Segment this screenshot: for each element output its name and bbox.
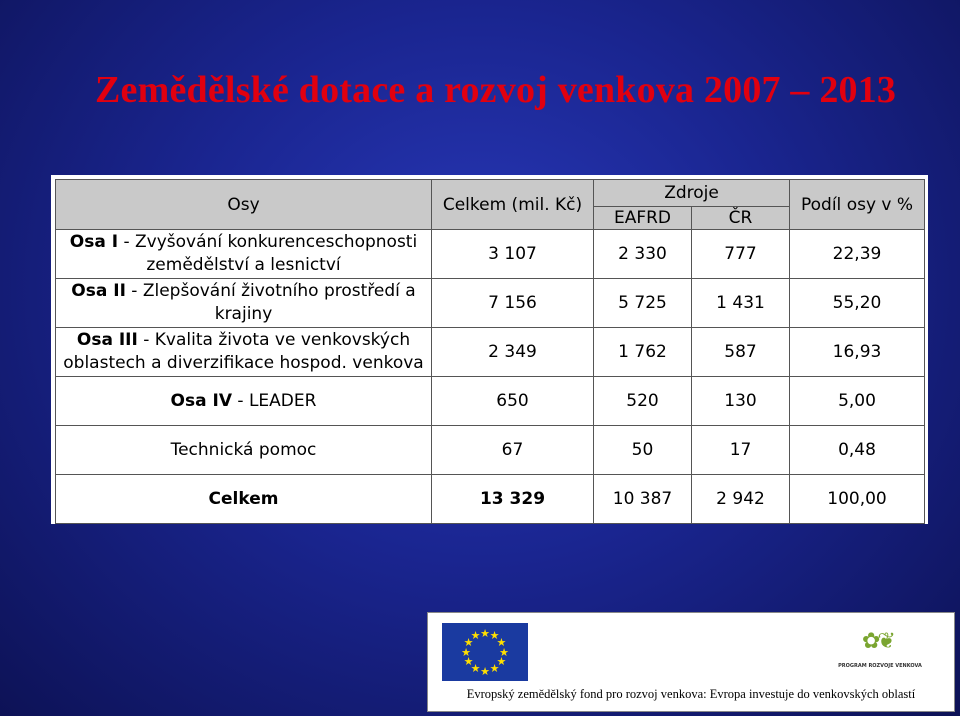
eu-caption: Evropský zemědělský fond pro rozvoj venkova: Evropa investuje do venkovských oblastí bbox=[466, 687, 916, 701]
eu-star-icon: ★ bbox=[496, 636, 507, 649]
cell-eafrd: 2 330 bbox=[594, 230, 692, 279]
eu-star-icon: ★ bbox=[480, 664, 490, 678]
funding-table bbox=[55, 179, 925, 524]
cell-podil: 22,39 bbox=[790, 230, 925, 279]
sprout-icon: ✿❦ bbox=[862, 629, 893, 654]
cell-podil: 100,00 bbox=[790, 475, 925, 524]
row-label: Celkem bbox=[56, 475, 432, 524]
funding-table-container bbox=[51, 175, 928, 524]
row-label: Osa III - Kvalita života ve venkovských oblastech a diverzifikace hospod. venkova bbox=[56, 328, 432, 377]
cell-celkem: 2 349 bbox=[432, 328, 594, 377]
cell-eafrd: 50 bbox=[594, 426, 692, 475]
eu-star-icon: ★ bbox=[463, 636, 474, 649]
header-podil: Podíl osy v % bbox=[790, 180, 925, 230]
table-row bbox=[56, 328, 925, 377]
header-celkem: Celkem (mil. Kč) bbox=[432, 180, 594, 230]
table-row bbox=[56, 377, 925, 426]
eu-funding-banner bbox=[427, 612, 955, 712]
row-label: Osa I - Zvyšování konkurenceschopnosti zemědělství a lesnictví bbox=[56, 230, 432, 279]
row-label: Osa II - Zlepšování životního prostředí a krajiny bbox=[56, 279, 432, 328]
table-row bbox=[56, 279, 925, 328]
eu-star-icon: ★ bbox=[489, 629, 500, 643]
cell-celkem: 67 bbox=[432, 426, 594, 475]
eu-star-icon: ★ bbox=[461, 645, 471, 659]
header-cr: ČR bbox=[692, 207, 790, 230]
cell-cr: 2 942 bbox=[692, 475, 790, 524]
logo-text: PROGRAM ROZVOJE VENKOVA bbox=[838, 663, 922, 669]
table-row bbox=[56, 426, 925, 475]
cell-eafrd: 1 762 bbox=[594, 328, 692, 377]
slide-title: Zemědělské dotace a rozvoj venkova 2007 – 2013 bbox=[95, 69, 897, 111]
cell-eafrd: 520 bbox=[594, 377, 692, 426]
eu-star-icon: ★ bbox=[489, 661, 500, 675]
eu-star-icon: ★ bbox=[470, 661, 481, 675]
cell-celkem: 650 bbox=[432, 377, 594, 426]
cell-podil: 0,48 bbox=[790, 426, 925, 475]
table-row-total bbox=[56, 475, 925, 524]
row-label: Technická pomoc bbox=[56, 426, 432, 475]
eu-star-icon: ★ bbox=[463, 655, 474, 668]
cell-cr: 17 bbox=[692, 426, 790, 475]
cell-podil: 55,20 bbox=[790, 279, 925, 328]
header-eafrd: EAFRD bbox=[594, 207, 692, 230]
cell-celkem: 3 107 bbox=[432, 230, 594, 279]
cell-eafrd: 5 725 bbox=[594, 279, 692, 328]
cell-cr: 587 bbox=[692, 328, 790, 377]
header-zdroje: Zdroje bbox=[594, 180, 790, 207]
cell-podil: 16,93 bbox=[790, 328, 925, 377]
cell-celkem: 7 156 bbox=[432, 279, 594, 328]
eu-star-icon: ★ bbox=[480, 626, 490, 640]
eu-star-icon: ★ bbox=[470, 629, 481, 643]
eu-star-icon: ★ bbox=[499, 645, 509, 659]
cell-eafrd: 10 387 bbox=[594, 475, 692, 524]
row-label: Osa IV - LEADER bbox=[56, 377, 432, 426]
eu-flag-icon bbox=[442, 623, 528, 681]
cell-cr: 777 bbox=[692, 230, 790, 279]
program-rozvoje-venkova-logo bbox=[834, 629, 926, 681]
cell-cr: 1 431 bbox=[692, 279, 790, 328]
eu-star-icon: ★ bbox=[496, 655, 507, 668]
cell-cr: 130 bbox=[692, 377, 790, 426]
cell-celkem: 13 329 bbox=[432, 475, 594, 524]
cell-podil: 5,00 bbox=[790, 377, 925, 426]
table-row bbox=[56, 230, 925, 279]
header-osy: Osy bbox=[56, 180, 432, 230]
